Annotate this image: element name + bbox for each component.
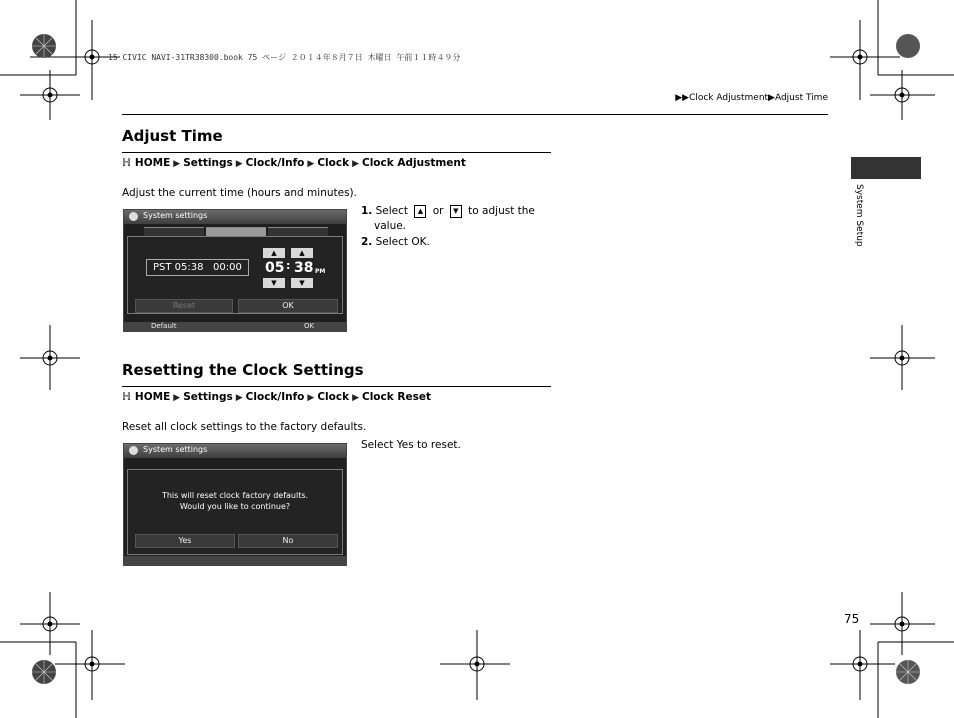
header-rule xyxy=(122,114,828,115)
ok-button[interactable]: OK xyxy=(238,299,338,313)
up-arrow-icon: ▲ xyxy=(414,205,426,218)
dialog-message-line1: This will reset clock factory defaults. xyxy=(161,491,309,500)
home-nav-icon: ℍ xyxy=(122,157,131,169)
screen-bottom-bar xyxy=(124,322,346,331)
reset-instruction: Select Yes to reset. xyxy=(361,439,461,451)
screenshot-adjust-time xyxy=(123,209,347,332)
menu-path: ℍ HOME ▶ Settings ▶ Clock/Info ▶ Clock ▶ Clock Reset xyxy=(122,391,431,403)
section-rule xyxy=(122,152,551,153)
dialog-message-line2: Would you like to continue? xyxy=(179,502,291,511)
breadcrumb-item-adjust-time[interactable]: Adjust Time xyxy=(774,93,828,103)
menu-path: ℍ HOME ▶ Settings ▶ Clock/Info ▶ Clock ▶ Clock Adjustment xyxy=(122,157,466,169)
hour-value: 05 xyxy=(265,260,285,276)
section-description: Reset all clock settings to the factory defaults. xyxy=(122,421,367,433)
ok-bottom-button[interactable]: OK xyxy=(304,322,315,330)
minute-down-button[interactable]: ▼ xyxy=(291,278,313,288)
breadcrumb xyxy=(675,93,828,103)
no-button[interactable]: No xyxy=(238,534,338,548)
screenshot-clock-reset xyxy=(123,443,347,566)
breadcrumb-arrows: ▶▶ xyxy=(675,93,690,103)
home-nav-icon: ℍ xyxy=(122,391,131,403)
default-button[interactable]: Default xyxy=(151,322,177,330)
time-display: PST 05:38 00:00 xyxy=(146,259,249,276)
step-2: 2. Select OK. xyxy=(361,236,430,248)
screen-bottom-bar xyxy=(124,556,346,565)
yes-button[interactable]: Yes xyxy=(135,534,235,548)
section-title-adjust-time: Adjust Time xyxy=(122,127,223,145)
gear-icon xyxy=(129,212,138,221)
hour-up-button[interactable]: ▲ xyxy=(263,248,285,258)
print-header: 15 CIVIC NAVI-31TR38300.book 75 ページ ２０１４年８月７日 木曜日 午前１１時４９分 xyxy=(108,53,461,62)
breadcrumb-item-clock-adjustment[interactable]: Clock Adjustment xyxy=(689,93,769,103)
screen-title-bar: System settings xyxy=(124,444,346,458)
section-description: Adjust the current time (hours and minutes). xyxy=(122,187,357,199)
section-rule xyxy=(122,386,551,387)
page-number: 75 xyxy=(844,612,860,626)
screen-title-bar: System settings xyxy=(124,210,346,224)
breadcrumb-sep: ▶ xyxy=(768,93,775,103)
side-tab xyxy=(851,157,921,179)
step-1: 1. Select ▲ or ▼ to adjust the value. xyxy=(361,205,535,232)
down-arrow-icon: ▼ xyxy=(450,205,462,218)
time-colon: : xyxy=(286,259,291,272)
dialog-panel xyxy=(127,469,343,555)
minute-value: 38 xyxy=(294,260,314,276)
ampm-value: PM xyxy=(315,268,326,275)
hour-down-button[interactable]: ▼ xyxy=(263,278,285,288)
screen-panel xyxy=(127,236,343,314)
minute-up-button[interactable]: ▲ xyxy=(291,248,313,258)
reset-button[interactable]: Reset xyxy=(135,299,233,313)
gear-icon xyxy=(129,446,138,455)
side-tab-label: System Setup xyxy=(854,184,864,247)
section-title-resetting-clock: Resetting the Clock Settings xyxy=(122,361,364,379)
